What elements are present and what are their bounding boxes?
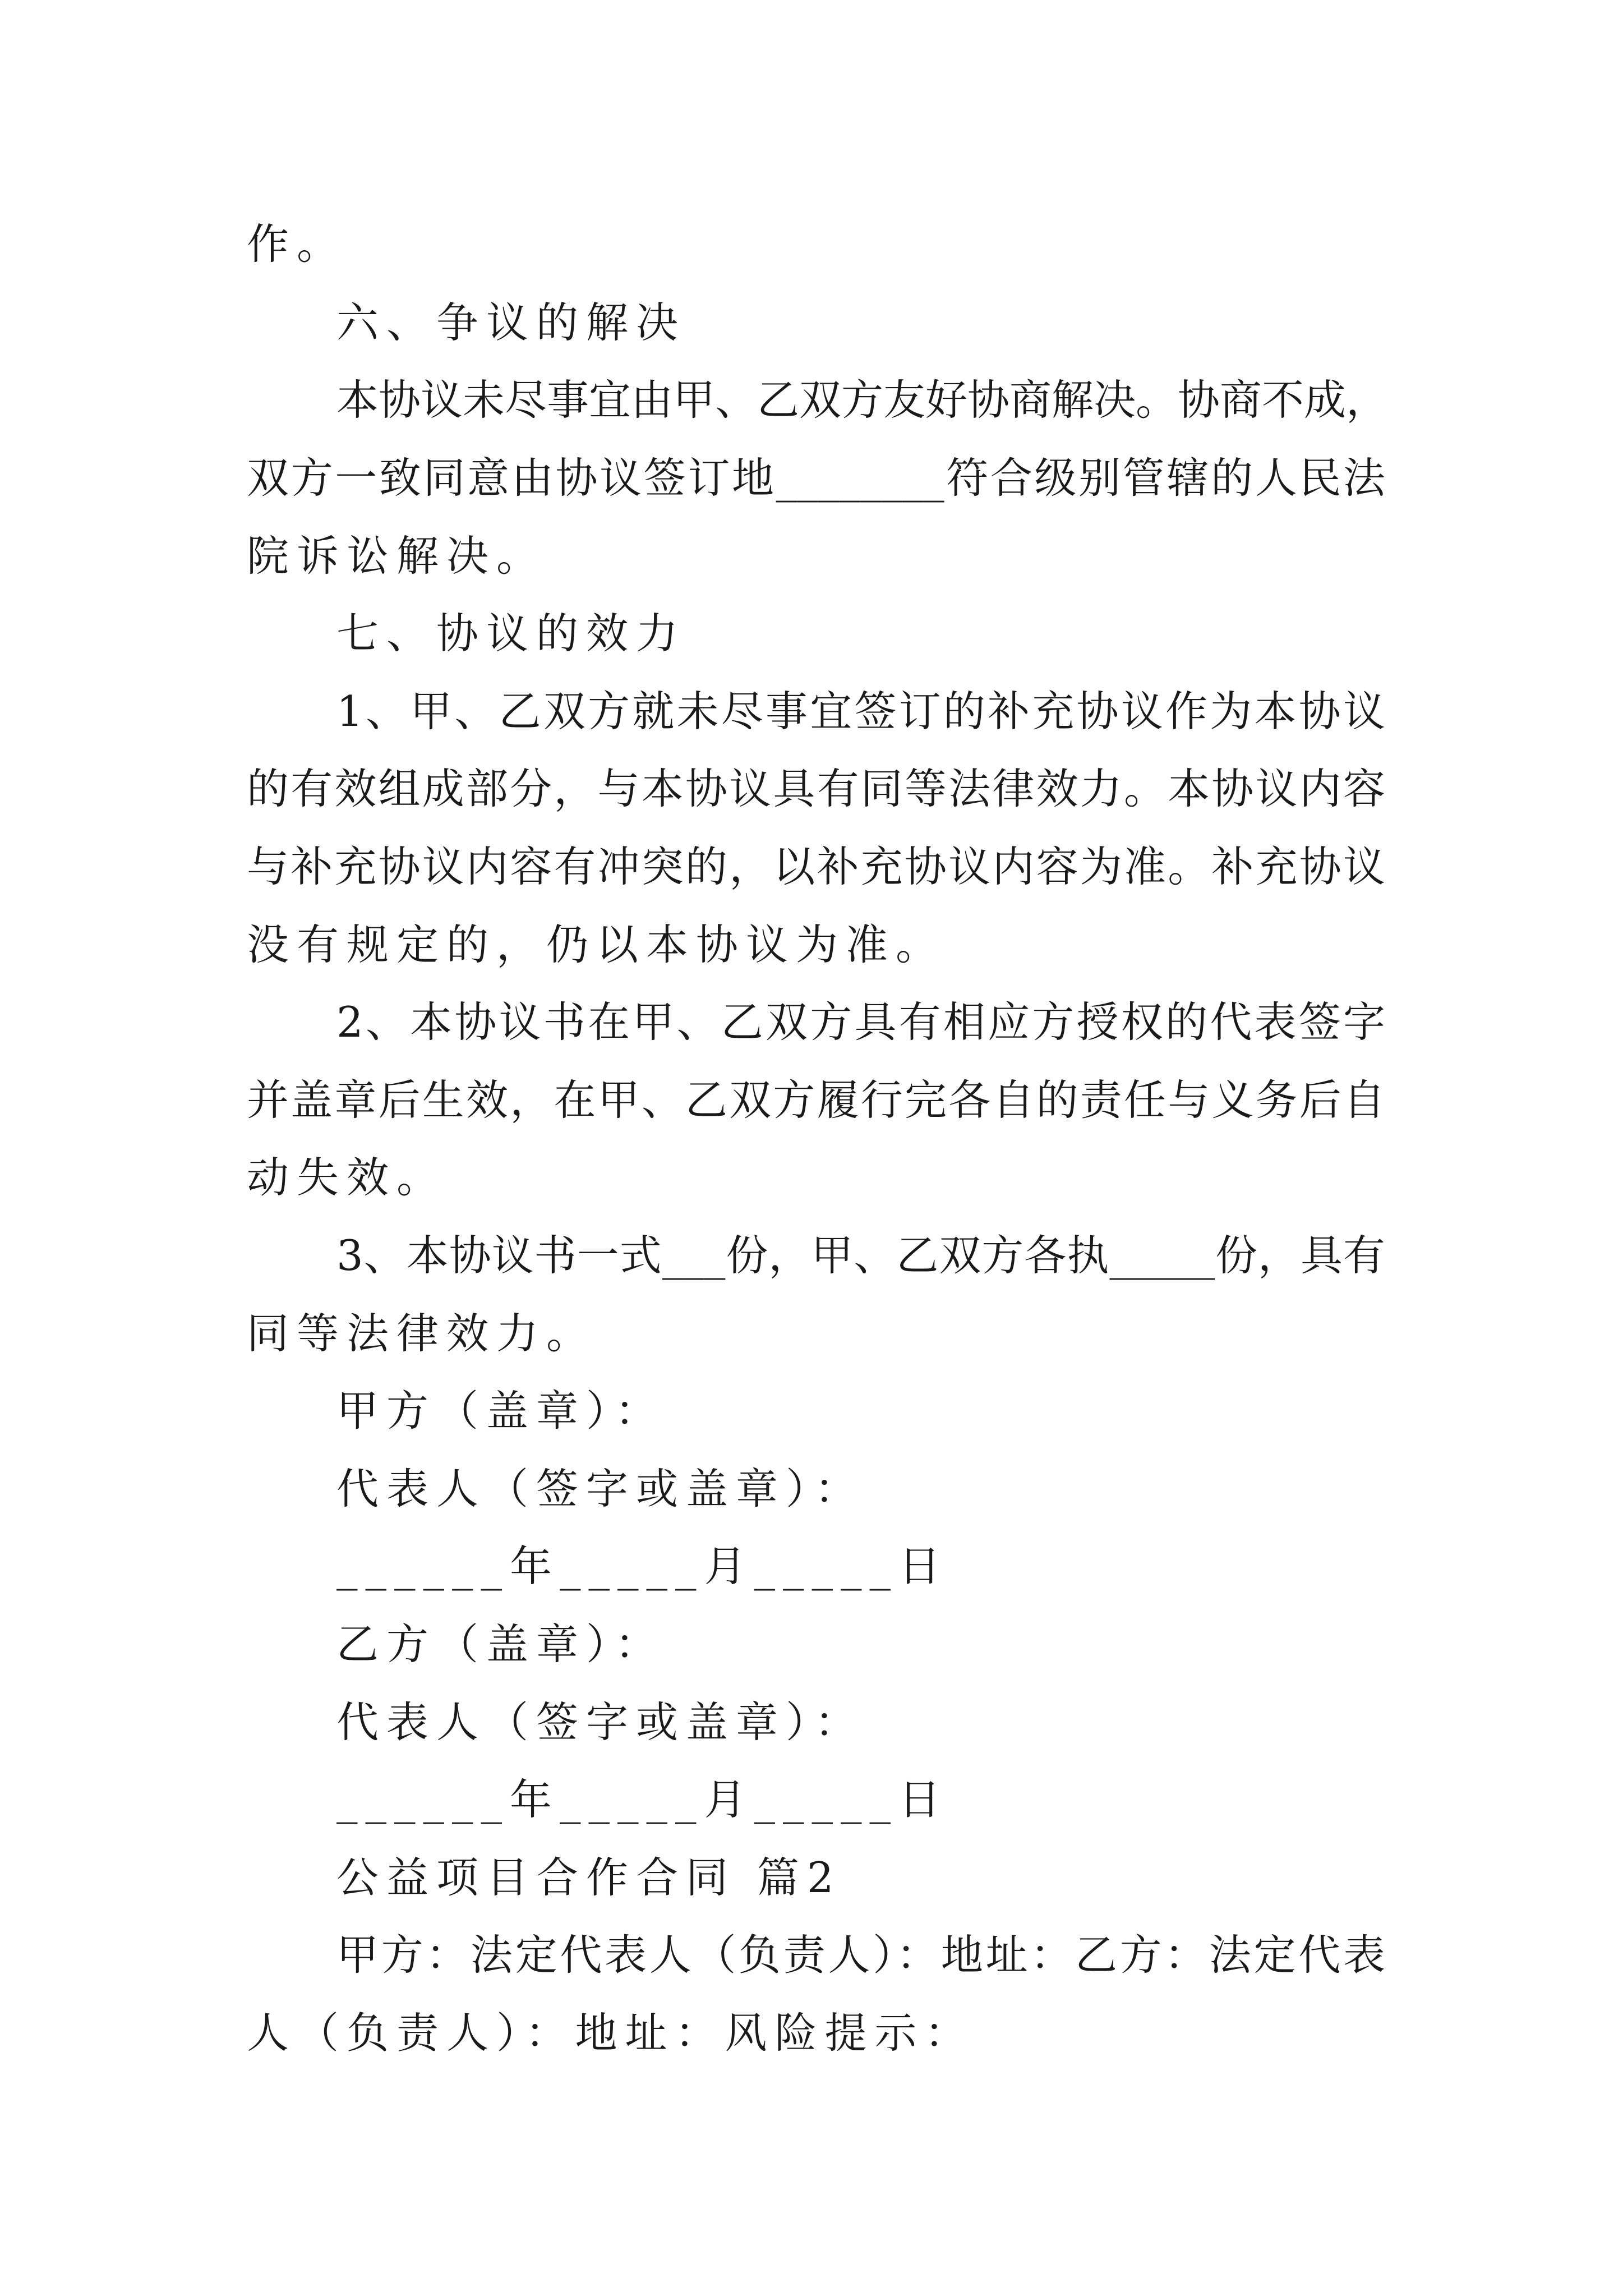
text-line: 2、本协议书在甲、乙双方具有相应方授权的代表签字 xyxy=(336,997,1385,1047)
party-b-seal-label: 乙方（盖章）： xyxy=(336,1619,665,1669)
contract-title: 公益项目合作合同 篇2 xyxy=(336,1853,842,1902)
text-line: 院诉讼解决。 xyxy=(247,531,547,581)
text-line: 人（负责人）：地址：风险提示： xyxy=(247,2008,975,2058)
section-heading-dispute: 六、争议的解决 xyxy=(336,298,686,347)
text-line: 1、甲、乙双方就未尽事宜签订的补充协议作为本协议 xyxy=(336,687,1385,736)
text-line: 甲方：法定代表人（负责人）：地址：乙方：法定代表 xyxy=(336,1930,1385,1980)
section-heading-effect: 七、协议的效力 xyxy=(336,609,686,658)
text-line: 的有效组成部分，与本协议具有同等法律效力。本协议内容 xyxy=(247,764,1385,813)
text-line: 3、本协议书一式___份，甲、乙双方各执_____份，具有 xyxy=(336,1231,1385,1280)
text-line: 动失效。 xyxy=(247,1153,447,1202)
party-b-date-line: ______年_____月_____日 xyxy=(336,1775,949,1824)
party-b-representative-label: 代表人（签字或盖章）： xyxy=(336,1697,865,1747)
text-line: 作。 xyxy=(247,219,347,269)
party-a-date-line: ______年_____月_____日 xyxy=(336,1542,949,1591)
text-line: 双方一致同意由协议签订地________符合级别管辖的人民法 xyxy=(247,453,1385,503)
text-line: 并盖章后生效，在甲、乙双方履行完各自的责任与义务后自 xyxy=(247,1075,1385,1125)
text-line: 本协议未尽事宜由甲、乙双方友好协商解决。协商不成， xyxy=(336,375,1389,425)
text-line: 与补充协议内容有冲突的，以补充协议内容为准。补充协议 xyxy=(247,842,1385,891)
party-a-seal-label: 甲方（盖章）： xyxy=(336,1386,665,1435)
text-line: 同等法律效力。 xyxy=(247,1309,597,1358)
party-a-representative-label: 代表人（签字或盖章）： xyxy=(336,1464,865,1513)
text-line: 没有规定的，仍以本协议为准。 xyxy=(247,920,946,969)
